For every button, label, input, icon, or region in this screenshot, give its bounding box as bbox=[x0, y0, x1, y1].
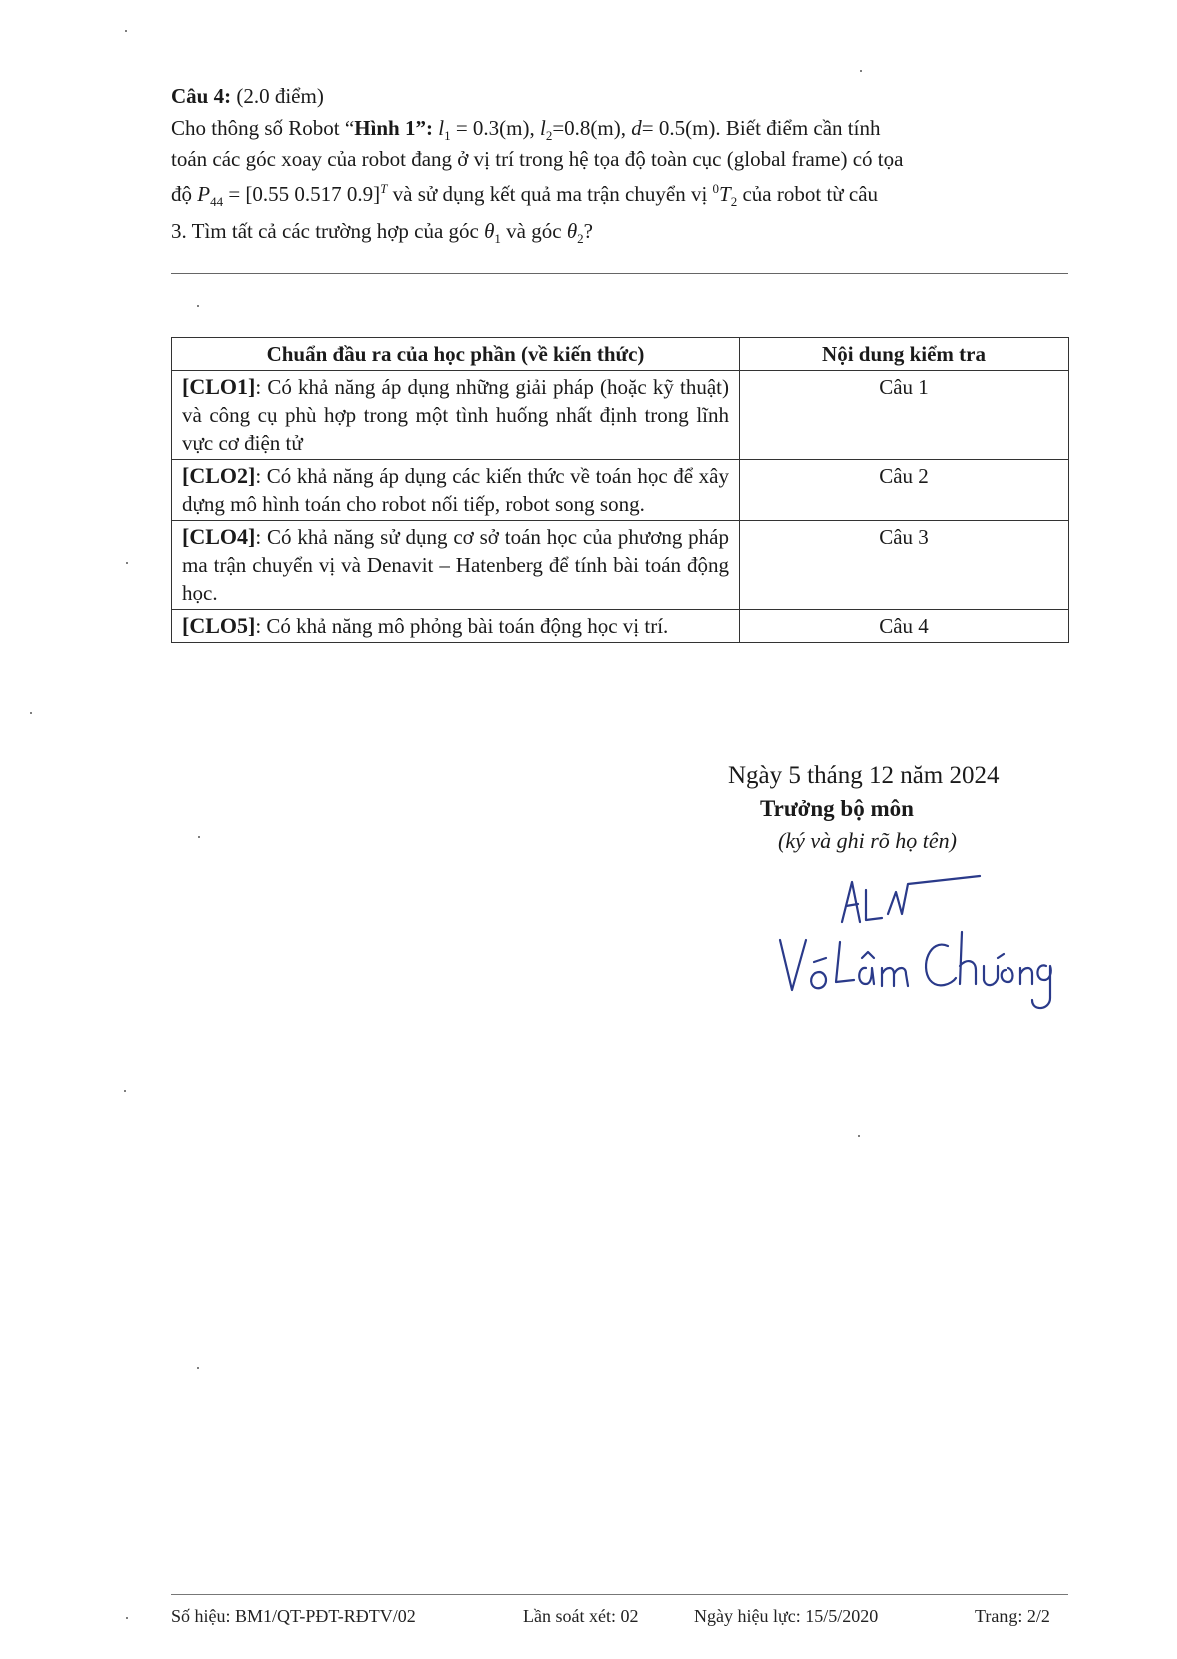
header-test-content: Nội dung kiểm tra bbox=[740, 338, 1069, 371]
handwritten-signature bbox=[770, 862, 1070, 1012]
clo-content: Câu 3 bbox=[740, 521, 1069, 610]
clo-code: [CLO2] bbox=[182, 463, 256, 488]
scan-speck bbox=[198, 836, 200, 838]
footer-page-number: Trang: 2/2 bbox=[975, 1606, 1050, 1626]
clo-content: Câu 4 bbox=[740, 610, 1069, 643]
table-row bbox=[172, 460, 1069, 521]
scan-speck bbox=[30, 712, 32, 714]
footer-effective-date: Ngày hiệu lực: 15/5/2020 bbox=[694, 1606, 879, 1626]
footer-revision: Lần soát xét: 02 bbox=[523, 1606, 639, 1626]
header-learning-outcome: Chuẩn đầu ra của học phần (về kiến thức) bbox=[172, 338, 740, 371]
scan-speck bbox=[124, 1090, 126, 1092]
scan-speck bbox=[126, 562, 128, 564]
clo-table bbox=[171, 337, 1069, 643]
scan-speck bbox=[197, 305, 199, 307]
scan-speck bbox=[126, 1617, 128, 1619]
footer-document-code: Số hiệu: BM1/QT-PĐT-RĐTV/02 bbox=[171, 1606, 416, 1626]
clo-description: [CLO1]: Có khả năng áp dụng những giải pháp (hoặc kỹ thuật) và công cụ phù hợp trong một tình huống nhất định trong lĩnh vực cơ điện tử bbox=[172, 371, 740, 460]
clo-code: [CLO5] bbox=[182, 613, 256, 638]
signature-role: Trưởng bộ môn bbox=[760, 796, 914, 821]
question-line-2: toán các góc xoay của robot đang ở vị trí trong hệ tọa độ toàn cục (global frame) có tọa bbox=[171, 147, 904, 171]
scan-speck bbox=[860, 70, 862, 72]
question-line-4: 3. Tìm tất cả các trường hợp của góc $\theta_1$ và góc $\theta_2$? bbox=[171, 219, 593, 247]
clo-description: [CLO2]: Có khả năng áp dụng các kiến thức về toán học để xây dựng mô hình toán cho robot nối tiếp, robot song song. bbox=[172, 460, 740, 521]
signature-date: Ngày 5 tháng 12 năm 2024 bbox=[728, 762, 1000, 789]
clo-content: Câu 1 bbox=[740, 371, 1069, 460]
footer-separator bbox=[171, 1594, 1068, 1595]
question-line-1: Cho thông số Robot “Hình 1”: $l_1 = 0.3(m)$, $l_2=0.8(m)$, d= 0.5(m). Biết điểm cần tính bbox=[171, 116, 881, 144]
table-header-row bbox=[172, 338, 1069, 371]
question-label: Câu 4: bbox=[171, 84, 232, 108]
table-row bbox=[172, 371, 1069, 460]
clo-content: Câu 2 bbox=[740, 460, 1069, 521]
clo-description: [CLO5]: Có khả năng mô phỏng bài toán động học vị trí. bbox=[172, 610, 740, 643]
question-title bbox=[171, 84, 324, 109]
table-row bbox=[172, 521, 1069, 610]
table-row bbox=[172, 610, 1069, 643]
separator-line bbox=[171, 273, 1068, 274]
scan-speck bbox=[858, 1135, 860, 1137]
clo-code: [CLO1] bbox=[182, 374, 256, 399]
scan-speck bbox=[125, 30, 127, 32]
scan-speck bbox=[197, 1367, 199, 1369]
question-points: (2.0 điểm) bbox=[231, 84, 324, 108]
clo-code: [CLO4] bbox=[182, 524, 256, 549]
signature-note: (ký và ghi rõ họ tên) bbox=[778, 828, 957, 853]
question-line-3: độ $P_{44} = [0.55$ 0.517 0.9]$^T$ và sử dụng kết quả ma trận chuyển vị $^0T_2$ của robot từ câu bbox=[171, 181, 879, 210]
clo-description: [CLO4]: Có khả năng sử dụng cơ sở toán học của phương pháp ma trận chuyển vị và Denavit – Hatenberg để tính bài toán động học. bbox=[172, 521, 740, 610]
